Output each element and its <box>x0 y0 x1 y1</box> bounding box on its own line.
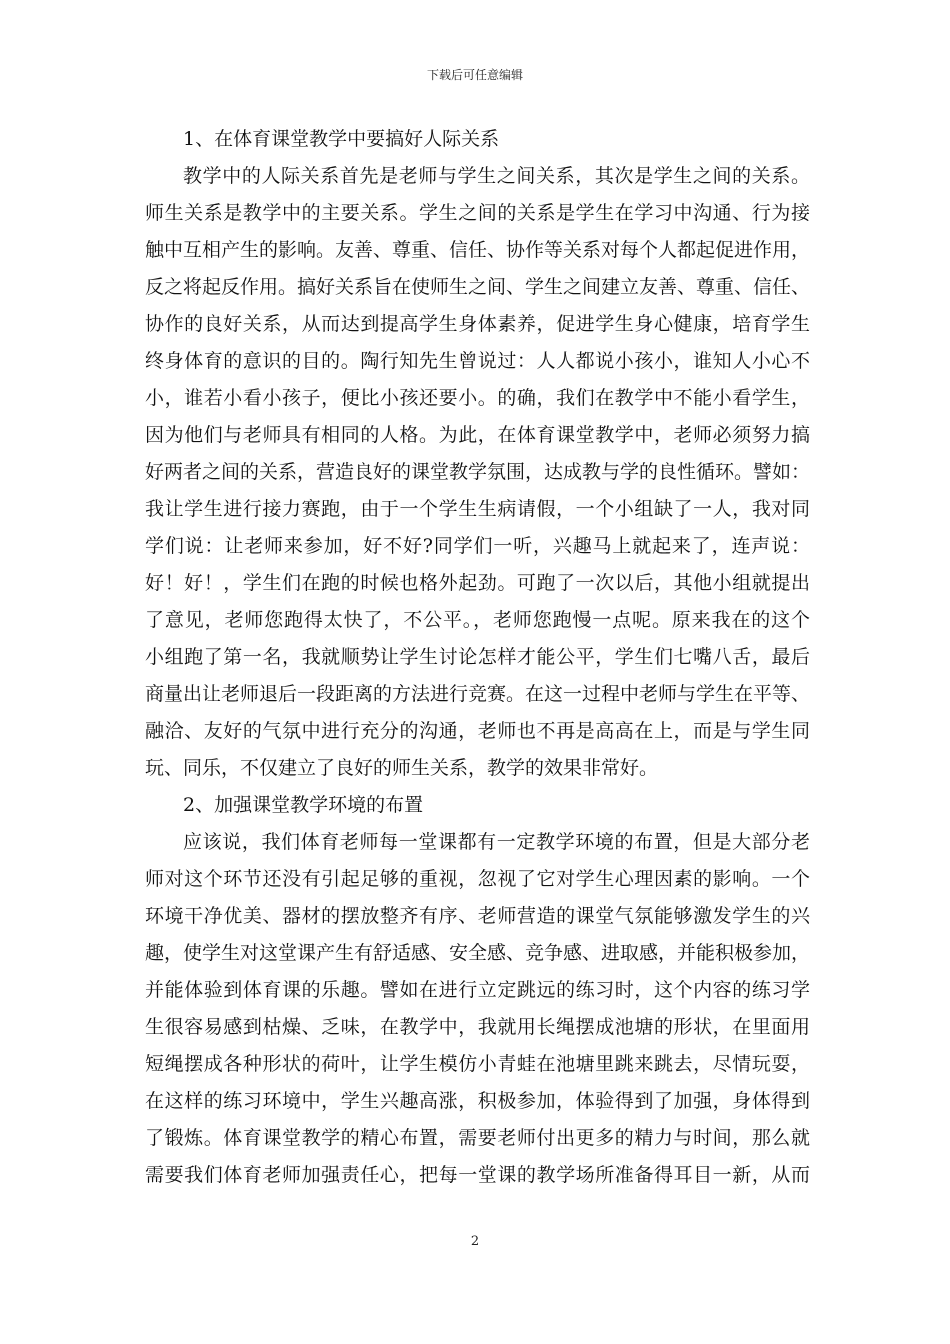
section-heading-2: 2、加强课堂教学环境的布置 <box>183 794 424 816</box>
text-line: 了意见，老师您跑得太快了，不公平。，老师您跑慢一点呢。原来我在的这个 <box>145 609 810 631</box>
text-line: 短绳摆成各种形状的荷叶，让学生模仿小青蛙在池塘里跳来跳去，尽情玩耍， <box>145 1053 810 1075</box>
text-line: 融洽、友好的气氛中进行充分的沟通，老师也不再是高高在上，而是与学生同 <box>145 720 810 742</box>
text-line: 需要我们体育老师加强责任心，把每一堂课的教学场所准备得耳目一新，从而 <box>145 1164 810 1186</box>
section-paragraph-1 <box>145 158 810 787</box>
text-line: 协作的良好关系，从而达到提高学生身体素养，促进学生身心健康，培育学生 <box>145 313 810 335</box>
text-line: 环境干净优美、器材的摆放整齐有序、老师营造的课堂气氛能够激发学生的兴 <box>145 905 810 927</box>
text-line: 并能体验到体育课的乐趣。譬如在进行立定跳远的练习时，这个内容的练习学 <box>145 979 810 1001</box>
text-line: 趣，使学生对这堂课产生有舒适感、安全感、竞争感、进取感，并能积极参加， <box>145 942 810 964</box>
text-line: 终身体育的意识的目的。陶行知先生曾说过：人人都说小孩小，谁知人小心不 <box>145 350 810 372</box>
text-line: 我让学生进行接力赛跑，由于一个学生生病请假，一个小组缺了一人，我对同 <box>145 498 810 520</box>
text-line: 好两者之间的关系，营造良好的课堂教学氛围，达成教与学的良性循环。譬如： <box>145 461 810 483</box>
text-line: 小组跑了第一名，我就顺势让学生讨论怎样才能公平，学生们七嘴八舌，最后 <box>145 646 810 668</box>
text-line: 商量出让老师退后一段距离的方法进行竞赛。在这一过程中老师与学生在平等、 <box>145 683 810 705</box>
text-line: 触中互相产生的影响。友善、尊重、信任、协作等关系对每个人都起促进作用， <box>145 239 810 261</box>
text-line: 应该说，我们体育老师每一堂课都有一定教学环境的布置，但是大部分老 <box>183 831 810 853</box>
text-line: 反之将起反作用。搞好关系旨在使师生之间、学生之间建立友善、尊重、信任、 <box>145 276 810 298</box>
section-heading-1: 1、在体育课堂教学中要搞好人际关系 <box>183 128 500 150</box>
page-header: 下载后可任意编辑 <box>426 68 523 82</box>
text-line: 玩、同乐，不仅建立了良好的师生关系，教学的效果非常好。 <box>145 757 659 779</box>
section-paragraph-2 <box>145 824 810 1194</box>
text-line: 学们说：让老师来参加，好不好?同学们一听，兴趣马上就起来了，连声说： <box>145 535 810 557</box>
text-line: 生很容易感到枯燥、乏味，在教学中，我就用长绳摆成池塘的形状，在里面用 <box>145 1016 810 1038</box>
document-body <box>145 121 810 1194</box>
text-line: 因为他们与老师具有相同的人格。为此，在体育课堂教学中，老师必须努力搞 <box>145 424 810 446</box>
text-line: 师生关系是教学中的主要关系。学生之间的关系是学生在学习中沟通、行为接 <box>145 202 810 224</box>
text-line: 了锻炼。体育课堂教学的精心布置，需要老师付出更多的精力与时间，那么就 <box>145 1127 810 1149</box>
page-number: 2 <box>470 1234 480 1249</box>
text-line: 好！好！，学生们在跑的时候也格外起劲。可跑了一次以后，其他小组就提出 <box>145 572 810 594</box>
text-line: 小，谁若小看小孩子，便比小孩还要小。的确，我们在教学中不能小看学生， <box>145 387 810 409</box>
text-line: 师对这个环节还没有引起足够的重视，忽视了它对学生心理因素的影响。一个 <box>145 868 810 890</box>
text-line: 教学中的人际关系首先是老师与学生之间关系，其次是学生之间的关系。 <box>183 165 810 187</box>
text-line: 在这样的练习环境中，学生兴趣高涨，积极参加，体验得到了加强，身体得到 <box>145 1090 810 1112</box>
